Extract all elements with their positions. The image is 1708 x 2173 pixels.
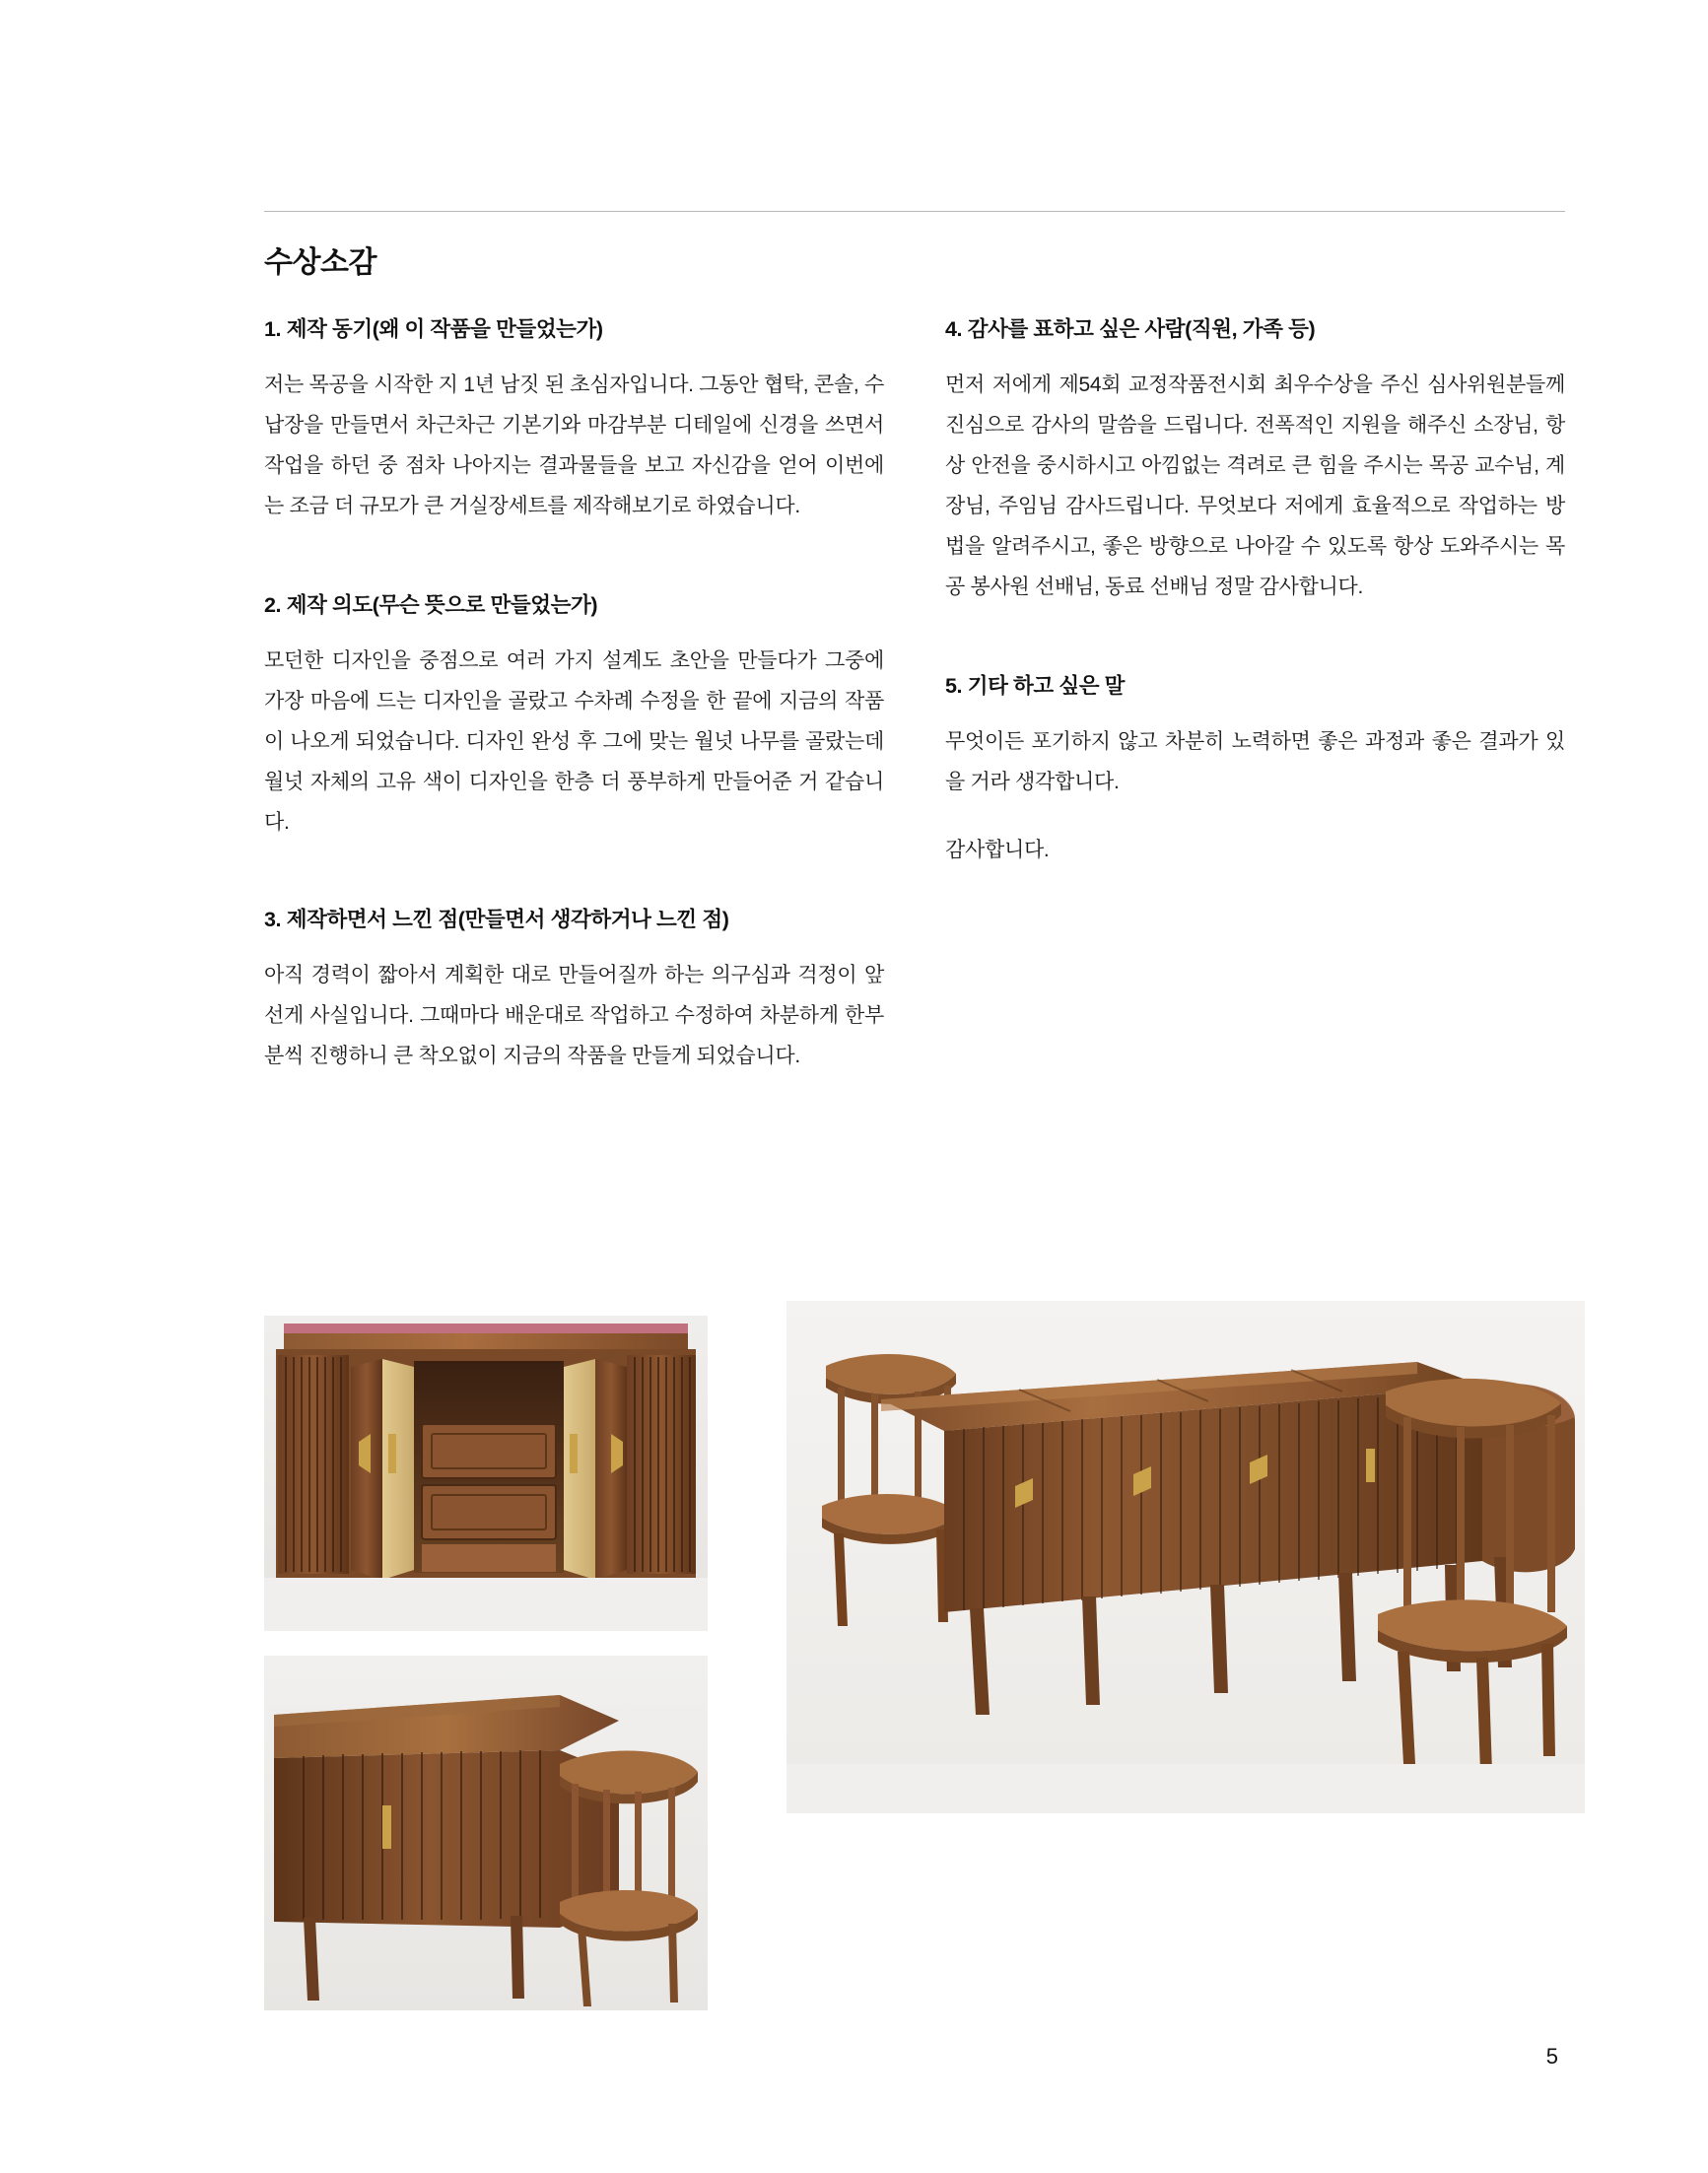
question-2: 2. 제작 의도(무슨 뜻으로 만들었는가) <box>264 592 598 617</box>
question-4: 4. 감사를 표하고 싶은 사람(직원, 가족 등) <box>945 317 1316 341</box>
question-1: 1. 제작 동기(왜 이 작품을 만들었는가) <box>264 317 603 341</box>
answer-5-closing: 감사합니다. <box>945 838 1050 861</box>
left-column <box>264 314 884 1077</box>
answer-1: 저는 목공을 시작한 지 1년 남짓 된 초심자입니다. 그동안 협탁, 콘솔, 수납장을 만들면서 차근차근 기본기와 마감부분 디테일에 신경을 쓰면서 작업을 하던 중 점차 나아지는 결과물들을 보고 자신감을 얻어 이번에는 조금 더 규모가 큰 거실장세트를 제작해보기로 하였습니다. <box>264 373 884 517</box>
cabinet-round-side-table-photo <box>264 1656 708 2010</box>
page-title: 수상소감 <box>264 246 376 279</box>
photo-gallery <box>264 1301 1585 2020</box>
answer-5: 무엇이든 포기하지 않고 차분히 노력하면 좋은 과정과 좋은 결과가 있을 거라 생각합니다. <box>945 729 1565 793</box>
cabinet-open-doors-photo <box>264 1316 708 1631</box>
page-content <box>264 211 1565 1077</box>
answer-2: 모던한 디자인을 중점으로 여러 가지 설계도 초안을 만들다가 그중에 가장 마음에 드는 디자인을 골랐고 수차례 수정을 한 끝에 지금의 작품이 나오게 되었습니다. 디자인 완성 후 그에 맞는 월넛 나무를 골랐는데 월넛 자체의 고유 색이 디자인을 한층 더 풍부하게 만들어준 거 같습니다. <box>264 648 884 834</box>
answer-4: 먼저 저에게 제54회 교정작품전시회 최우수상을 주신 심사위원분들께 진심으로 감사의 말씀을 드립니다. 전폭적인 지원을 해주신 소장님, 항상 안전을 중시하시고 아낌없는 격려로 큰 힘을 주시는 목공 교수님, 계장님, 주임님 감사드립니다. 무엇보다 저에게 효율적으로 작업하는 방법을 알려주시고, 좋은 방향으로 나아갈 수 있도록 항상 도와주시는 목공 봉사원 선배님, 동료 선배님 정말 감사합니다. <box>945 373 1565 598</box>
living-room-cabinet-set-full-photo <box>786 1301 1585 1813</box>
question-5: 5. 기타 하고 싶은 말 <box>945 673 1126 698</box>
page-number: 5 <box>1545 2044 1558 2069</box>
header-divider <box>264 211 1565 212</box>
right-column <box>945 314 1565 1077</box>
question-3: 3. 제작하면서 느낀 점(만들면서 생각하거나 느낀 점) <box>264 907 729 931</box>
two-column-body <box>264 314 1565 1077</box>
answer-3: 아직 경력이 짧아서 계획한 대로 만들어질까 하는 의구심과 걱정이 앞선게 사실입니다. 그때마다 배운대로 작업하고 수정하여 차분하게 한부분씩 진행하니 큰 착오없이 지금의 작품을 만들게 되었습니다. <box>264 963 884 1067</box>
